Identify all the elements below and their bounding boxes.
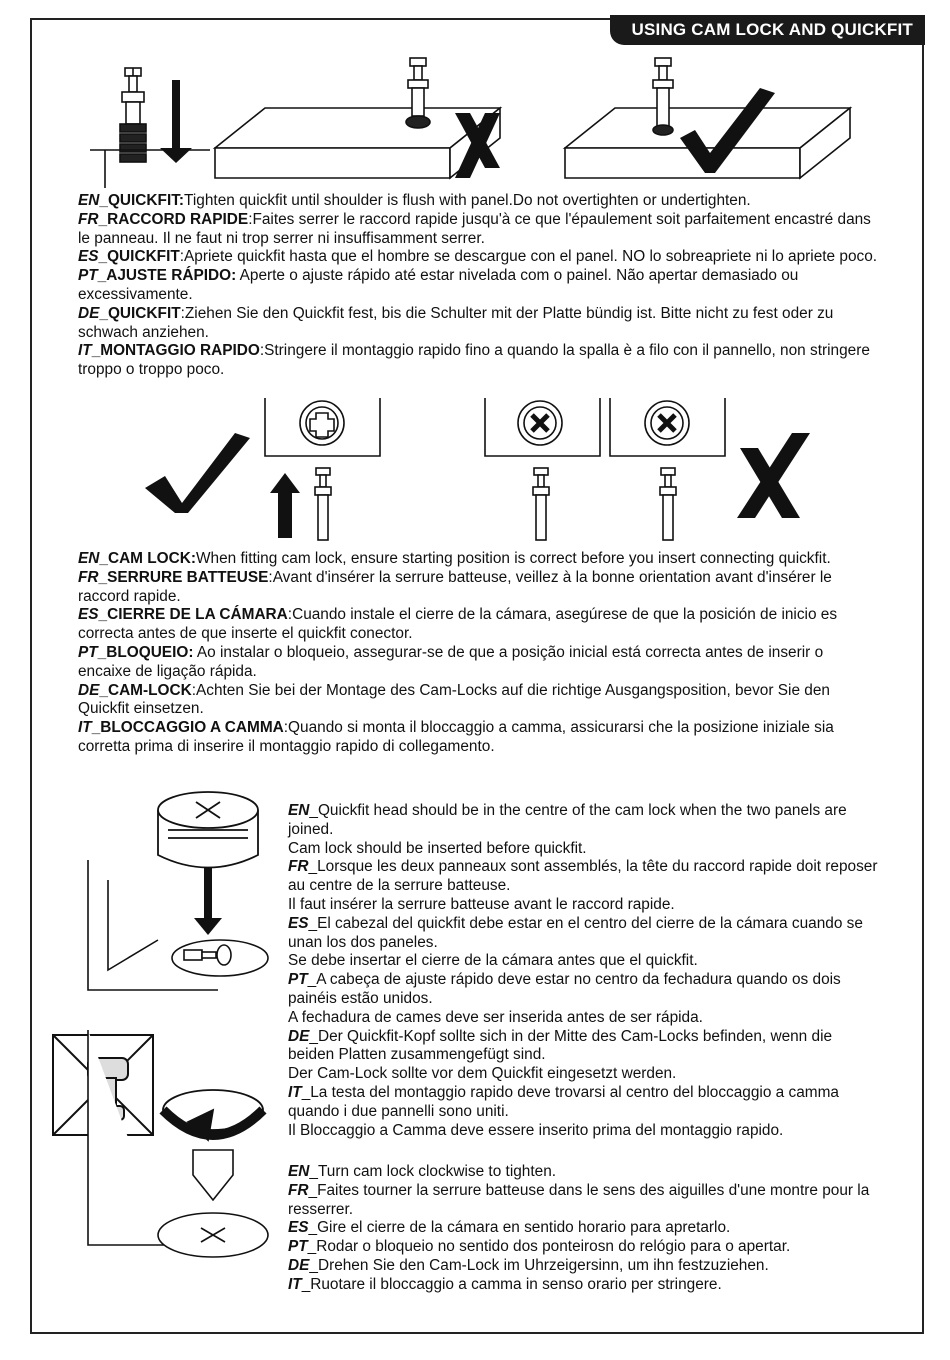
cam-lock-assembly-figure	[48, 780, 283, 1290]
quickfit-screw-icon	[90, 68, 210, 188]
quickfit-screw-icon	[315, 468, 676, 540]
cam-lock-joining-instructions: EN_Quickfit head should be in the centre of the cam lock when the two panels are joined. Cam lock should be inserted before quickfit. FR_Lorsque les deux panneaux sont assemblés, la tête du raccord rapide doit reposer au centre de la serrure batteuse. Il faut insérer la serrure batteuse avant le raccord rapide. ES_El cabezal del quickfit debe estar en el centro del cierre de la cámara cuando se unan los dos paneles. Se debe insertar el cierre de la cámara antes que el quickfit. PT_A cabeça de ajuste rápido deve estar no centro da fechadura quando os dois painéis estão unidos. A fechadura de cames deve ser inserida antes de ser rápida. DE_Der Quickfit-Kopf sollte sich in der Mitte des Cam-Locks befinden, wenn die beiden Platten zusammengefügt sind. Der Cam-Lock sollte vor dem Quickfit eingesetzt werden. IT_La testa del montaggio rapido deve trovarsi al centro del bloccaggio a camma quando i due pannelli sono uniti. Il Bloccaggio a Camma deve essere inserito prima del montaggio rapido.	[288, 802, 878, 1139]
panel-wrong	[215, 58, 500, 178]
cam-lock-instructions: EN_CAM LOCK:When fitting cam lock, ensure starting position is correct before you insert connecting quickfit. FR_SERRURE BATTEUSE:Avant d'insérer la serrure batteuse, veillez à la bonne orientation avant d'insérer le raccord rapide. ES_CIERRE DE LA CÁMARA:Cuando instale el cierre de la cámara, asegúrese de que la posición de inicio es correcta antes de que inserte el quickfit conector. PT_BLOQUEIO: Ao instalar o bloqueio, assegurar-se de que a posição inicial está correcta antes de inserir o encaixe de ligação rápida. DE_CAM-LOCK:Achten Sie bei der Montage des Cam-Locks auf die richtige Ausgangsposition, bevor Sie den Quickfit einsetzen. IT_BLOCCAGGIO A CAMMA:Quando si monta il bloccaggio a camma, assicurarsi che la posizione iniziale sia corretta prima di inserire il montaggio rapido di collegamento.	[78, 550, 838, 755]
cam-lock-orientation-figure	[140, 398, 820, 543]
quickfit-figure	[80, 38, 860, 188]
quickfit-screw-icon	[184, 945, 231, 965]
check-mark-icon	[145, 433, 250, 513]
down-arrow-icon	[160, 80, 192, 163]
cam-lock-tightening-instructions: EN_Turn cam lock clockwise to tighten. FR_Faites tourner la serrure batteuse dans le sens des aiguilles d'une montre pour la resserrer. ES_Gire el cierre de la cámara en sentido horario para apretarlo. PT_Rodar o bloqueio no sentido dos ponteirosn do relógio para o apertar. DE_Drehen Sie den Cam-Lock im Uhrzeigersinn, um ihn festzuziehen. IT_Ruotare il bloccaggio a camma in senso orario per stringere.	[288, 1163, 870, 1293]
rotate-clockwise-icon	[163, 1090, 263, 1140]
down-arrow-icon	[194, 868, 222, 935]
up-arrow-icon	[270, 473, 300, 538]
cam-lock-icon	[158, 792, 258, 868]
wrong-cross-icon	[737, 433, 810, 518]
quickfit-instructions: EN_QUICKFIT:Tighten quickfit until shoulder is flush with panel.Do not overtighten or undertighten. FR_RACCORD RAPIDE:Faites serrer le raccord rapide jusqu'à ce que l'épaulement soit parfaitement encastré dans le panneau. Il ne faut ni trop serrer ni insuffisamment serrer. ES_QUICKFIT:Apriete quickfit hasta que el hombre se descargue con el panel. NO lo sobreapriete ni lo apriete poco. PT_AJUSTE RÁPIDO: Aperte o ajuste rápido até estar nivelada com o painel. Não apertar demasiado ou excessivamente. DE_QUICKFIT:Ziehen Sie den Quickfit fest, bis die Schulter mit der Platte bündig ist. Bitte nicht zu fest oder zu schwach anziehen. IT_MONTAGGIO RAPIDO:Stringere il montaggio rapido fino a quando la spalla è a filo con il pannello, non stringere troppo o troppo poco.	[78, 192, 878, 379]
section-banner: USING CAM LOCK AND QUICKFIT	[610, 15, 925, 45]
